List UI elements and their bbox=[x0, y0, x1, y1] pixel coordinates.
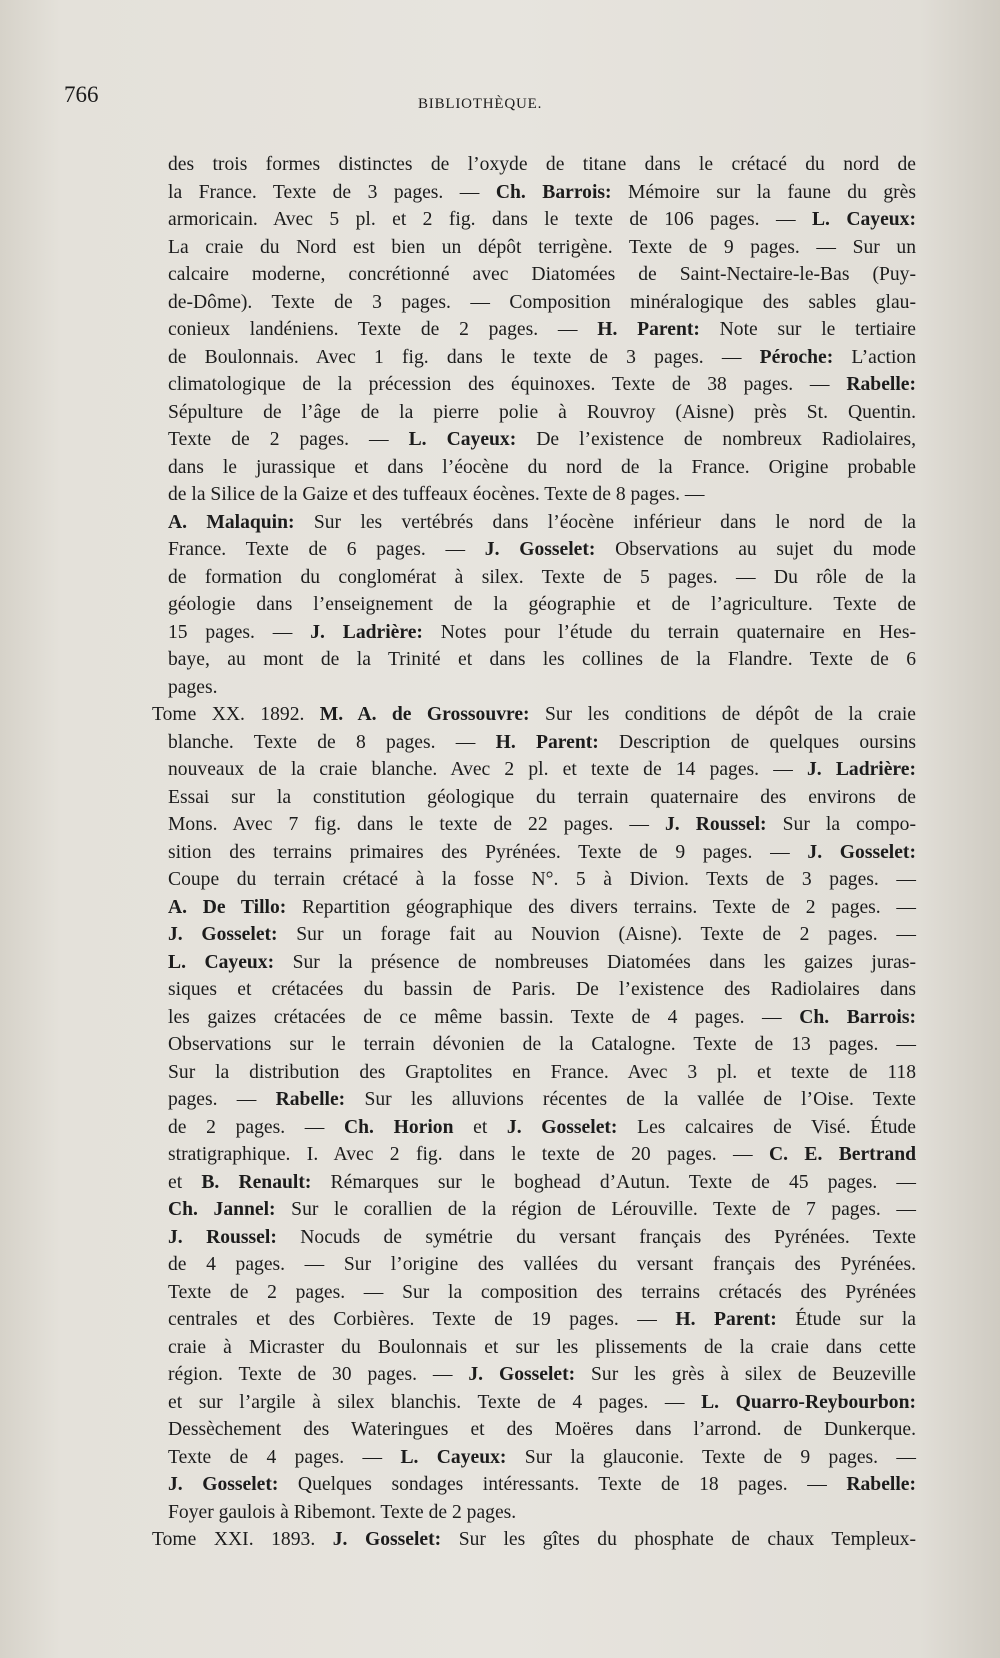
author-name: J. Roussel: bbox=[665, 814, 767, 835]
text-line bbox=[168, 756, 916, 784]
text-line bbox=[168, 289, 916, 317]
text-line bbox=[168, 1086, 916, 1114]
author-name: J. Gosselet: bbox=[168, 1474, 279, 1495]
author-name: Rabelle: bbox=[846, 374, 916, 395]
text-segment: Nocuds de symétrie du versant français des Pyrénées. Texte bbox=[276, 1226, 917, 1248]
text-segment: Sur les gîtes du phosphate de chaux Templeux- bbox=[441, 1529, 916, 1550]
page-number: 766 bbox=[64, 82, 99, 107]
text-segment: Coupe du terrain crétacé à la fosse N°. 5 à Divion. Texts de 3 pages. — bbox=[168, 869, 916, 890]
text-segment: Sur la présence de nombreuses Diatomées dans les gaizes juras- bbox=[274, 951, 916, 973]
text-segment: Notes pour l’étude du terrain quaternaire en Hes- bbox=[422, 621, 916, 643]
text-line bbox=[168, 151, 916, 179]
author-name: J. Ladrière: bbox=[310, 621, 423, 643]
author-name: A. Malaquin: bbox=[168, 511, 295, 533]
text-segment: Sur la glauconie. Texte de 9 pages. — bbox=[506, 1446, 917, 1468]
text-segment: les gaizes crétacées de ce même bassin. Texte de 4 pages. — bbox=[168, 1006, 800, 1028]
text-segment: Sépulture de l’âge de la pierre polie à Rouvroy (Aisne) près St. Quentin. bbox=[168, 401, 916, 423]
text-line bbox=[168, 371, 916, 399]
text-segment: Sur la distribution des Graptolites en France. Avec 3 pl. et texte de 118 bbox=[168, 1061, 916, 1083]
text-line bbox=[168, 261, 916, 289]
text-segment: de formation du conglomérat à silex. Texte de 5 pages. — Du rôle de la bbox=[168, 566, 916, 588]
text-line bbox=[168, 839, 916, 867]
text-segment: de Boulonnais. Avec 1 fig. dans le texte de 3 pages. — bbox=[168, 346, 760, 368]
text-line bbox=[168, 1306, 916, 1334]
text-segment: L’action bbox=[833, 346, 916, 368]
text-segment: pages. — bbox=[168, 1089, 276, 1110]
text-segment: Observations sur le terrain dévonien de la Catalogne. Texte de 13 pages. — bbox=[168, 1034, 916, 1055]
author-name: L. Quarro-Reybourbon: bbox=[701, 1391, 916, 1413]
author-name: Ch. Barrois: bbox=[495, 181, 612, 203]
author-name: J. Ladrière: bbox=[806, 759, 916, 780]
text-line bbox=[168, 1169, 916, 1197]
text-line bbox=[168, 536, 916, 564]
text-line bbox=[168, 1251, 916, 1279]
author-name: J. Gosselet: bbox=[807, 841, 916, 863]
text-line bbox=[168, 1114, 916, 1142]
text-line bbox=[168, 811, 916, 839]
text-line bbox=[168, 1444, 916, 1472]
text-line bbox=[168, 949, 916, 977]
text-segment: 15 pages. — bbox=[168, 621, 311, 643]
author-name: Rabelle: bbox=[846, 1474, 916, 1495]
text-line bbox=[168, 234, 916, 262]
text-segment: de-Dôme). Texte de 3 pages. — Composition minéralogique des sables glau- bbox=[168, 291, 916, 313]
text-segment: Étude sur la bbox=[776, 1309, 916, 1330]
text-segment: armoricain. Avec 5 pl. et 2 fig. dans le texte de 106 pages. — bbox=[168, 209, 812, 230]
text-line bbox=[168, 426, 916, 454]
text-segment: et bbox=[168, 1171, 202, 1193]
text-line bbox=[168, 784, 916, 812]
text-line bbox=[168, 1004, 916, 1032]
author-name: H. Parent: bbox=[675, 1309, 777, 1330]
author-name: J. Gosselet: bbox=[332, 1529, 442, 1550]
text-line bbox=[168, 1334, 916, 1362]
text-line bbox=[168, 179, 916, 207]
text-segment: Sur les vertébrés dans l’éocène inférieur dans le nord de la bbox=[294, 511, 916, 533]
text-segment: Observations au sujet du mode bbox=[595, 539, 916, 560]
text-segment: conieux landéniens. Texte de 2 pages. — bbox=[168, 319, 598, 340]
text-line bbox=[168, 316, 916, 344]
text-line bbox=[168, 399, 916, 427]
text-line bbox=[168, 619, 916, 647]
text-segment: de 2 pages. — bbox=[168, 1116, 344, 1138]
text-line bbox=[168, 344, 916, 372]
text-segment: Sur un forage fait au Nouvion (Aisne). Texte de 2 pages. — bbox=[277, 924, 916, 945]
text-line bbox=[168, 509, 916, 537]
text-line bbox=[168, 1059, 916, 1087]
text-segment: nouveaux de la craie blanche. Avec 2 pl. et texte de 14 pages. — bbox=[168, 759, 807, 780]
text-line bbox=[168, 481, 916, 509]
text-line bbox=[168, 1279, 916, 1307]
author-name: J. Gosselet: bbox=[468, 1364, 576, 1385]
text-segment: Dessèchement des Wateringues et des Moëres dans l’arrond. de Dunkerque. bbox=[168, 1419, 916, 1440]
text-segment: France. Texte de 6 pages. — bbox=[168, 539, 485, 560]
author-name: M. A. de Grossouvre: bbox=[319, 704, 530, 725]
text-segment: Les calcaires de Visé. Étude bbox=[617, 1116, 916, 1138]
text-segment: Sur les alluvions récentes de la vallée de l’Oise. Texte bbox=[345, 1089, 916, 1110]
text-segment: dans le jurassique et dans l’éocène du nord de la France. Origine probable bbox=[168, 456, 916, 478]
author-name: A. De Tillo: bbox=[168, 896, 287, 918]
author-name: L. Cayeux: bbox=[168, 951, 275, 973]
text-segment: Essai sur la constitution géologique du terrain quaternaire des environs de bbox=[168, 786, 916, 808]
text-segment: Sur les conditions de dépôt de la craie bbox=[529, 704, 916, 725]
text-segment: La craie du Nord est bien un dépôt terrigène. Texte de 9 pages. — Sur un bbox=[168, 236, 916, 258]
text-segment: climatologique de la précession des équinoxes. Texte de 38 pages. — bbox=[168, 374, 847, 395]
text-line bbox=[168, 729, 916, 757]
text-segment: De l’existence de nombreux Radiolaires, bbox=[516, 429, 916, 450]
text-segment: région. Texte de 30 pages. — bbox=[168, 1364, 469, 1385]
text-segment: et bbox=[453, 1116, 507, 1138]
text-line bbox=[152, 701, 916, 729]
text-line bbox=[168, 1361, 916, 1389]
text-segment: Mémoire sur la faune du grès bbox=[611, 181, 916, 203]
text-segment: géologie dans l’enseignement de la géographie et de l’agriculture. Texte de bbox=[168, 594, 916, 615]
text-line bbox=[168, 1389, 916, 1417]
text-line bbox=[168, 976, 916, 1004]
text-segment: de la Silice de la Gaize et des tuffeaux éocènes. Texte de 8 pages. — bbox=[168, 484, 705, 505]
text-line bbox=[152, 1526, 916, 1554]
text-line bbox=[168, 206, 916, 234]
text-segment: blanche. Texte de 8 pages. — bbox=[168, 731, 496, 753]
text-segment: baye, au mont de la Trinité et dans les collines de la Flandre. Texte de 6 bbox=[168, 649, 916, 670]
author-name: Ch. Jannel: bbox=[168, 1199, 276, 1220]
text-segment: pages. bbox=[168, 676, 218, 698]
text-line bbox=[168, 1196, 916, 1224]
text-segment: Quelques sondages intéressants. Texte de 18 pages. — bbox=[278, 1474, 847, 1495]
text-segment: Mons. Avec 7 fig. dans le texte de 22 pages. — bbox=[168, 814, 665, 835]
page-header bbox=[0, 82, 1000, 112]
text-segment: Texte de 2 pages. — Sur la composition des terrains crétacés des Pyrénées bbox=[168, 1281, 916, 1303]
author-name: L. Cayeux: bbox=[408, 429, 517, 450]
text-line bbox=[168, 894, 916, 922]
text-line bbox=[168, 1031, 916, 1059]
author-name: J. Gosselet: bbox=[484, 539, 596, 560]
author-name: Rabelle: bbox=[275, 1089, 346, 1110]
running-title: BIBLIOTHÈQUE. bbox=[418, 96, 543, 112]
text-line bbox=[168, 866, 916, 894]
text-line bbox=[168, 1416, 916, 1444]
author-name: H. Parent: bbox=[495, 731, 599, 753]
text-line bbox=[168, 591, 916, 619]
text-segment: stratigraphique. I. Avec 2 fig. dans le texte de 20 pages. — bbox=[168, 1144, 769, 1165]
text-segment: Tome XX. 1892. bbox=[152, 704, 320, 725]
text-segment: Note sur le tertiaire bbox=[699, 319, 917, 340]
text-line bbox=[168, 1471, 916, 1499]
text-segment: des trois formes distinctes de l’oxyde de titane dans le crétacé du nord de bbox=[168, 154, 916, 175]
author-name: L. Cayeux: bbox=[400, 1446, 507, 1468]
text-segment: Description de quelques oursins bbox=[598, 731, 916, 753]
author-name: Péroche: bbox=[759, 346, 834, 368]
text-line bbox=[168, 921, 916, 949]
text-segment: Tome XXI. 1893. bbox=[152, 1529, 333, 1550]
author-name: J. Roussel: bbox=[168, 1226, 277, 1248]
author-name: C. E. Bertrand bbox=[768, 1144, 916, 1165]
author-name: J. Gosselet: bbox=[506, 1116, 618, 1138]
text-segment: de 4 pages. — Sur l’origine des vallées du versant français des Pyrénées. bbox=[168, 1254, 916, 1275]
text-line bbox=[168, 1499, 916, 1527]
text-segment: Repartition géographique des divers terrains. Texte de 2 pages. — bbox=[286, 896, 916, 918]
text-segment: Texte de 2 pages. — bbox=[168, 429, 409, 450]
author-name: Ch. Horion bbox=[344, 1116, 454, 1138]
author-name: J. Gosselet: bbox=[168, 924, 278, 945]
text-segment: Sur le corallien de la région de Lérouville. Texte de 7 pages. — bbox=[275, 1199, 917, 1220]
text-segment: centrales et des Corbières. Texte de 19 pages. — bbox=[168, 1309, 676, 1330]
text-segment: siques et crétacées du bassin de Paris. De l’existence des Radiolaires dans bbox=[168, 979, 916, 1000]
text-segment: et sur l’argile à silex blanchis. Texte de 4 pages. — bbox=[168, 1391, 702, 1413]
text-segment: Rémarques sur le boghead d’Autun. Texte de 45 pages. — bbox=[311, 1171, 916, 1193]
text-segment: Sur la compo- bbox=[766, 814, 916, 835]
text-segment: Texte de 4 pages. — bbox=[168, 1446, 401, 1468]
author-name: Ch. Barrois: bbox=[799, 1006, 916, 1028]
author-name: H. Parent: bbox=[597, 319, 700, 340]
text-line bbox=[168, 646, 916, 674]
author-name: L. Cayeux: bbox=[811, 209, 916, 230]
text-segment: calcaire moderne, concrétionné avec Diatomées de Saint-Nectaire-le-Bas (Puy- bbox=[168, 264, 916, 285]
text-line bbox=[168, 1224, 916, 1252]
text-segment: craie à Micraster du Boulonnais et sur les plissements de la craie dans cette bbox=[168, 1336, 916, 1358]
text-segment: sition des terrains primaires des Pyrénées. Texte de 9 pages. — bbox=[168, 841, 808, 863]
text-segment: Sur les grès à silex de Beuzeville bbox=[575, 1364, 916, 1385]
text-line bbox=[168, 674, 916, 702]
author-name: B. Renault: bbox=[201, 1171, 312, 1193]
text-line bbox=[168, 454, 916, 482]
text-segment: Foyer gaulois à Ribemont. Texte de 2 pages. bbox=[168, 1501, 517, 1523]
text-line bbox=[168, 1141, 916, 1169]
text-segment: la France. Texte de 3 pages. — bbox=[168, 181, 496, 203]
text-line bbox=[168, 564, 916, 592]
